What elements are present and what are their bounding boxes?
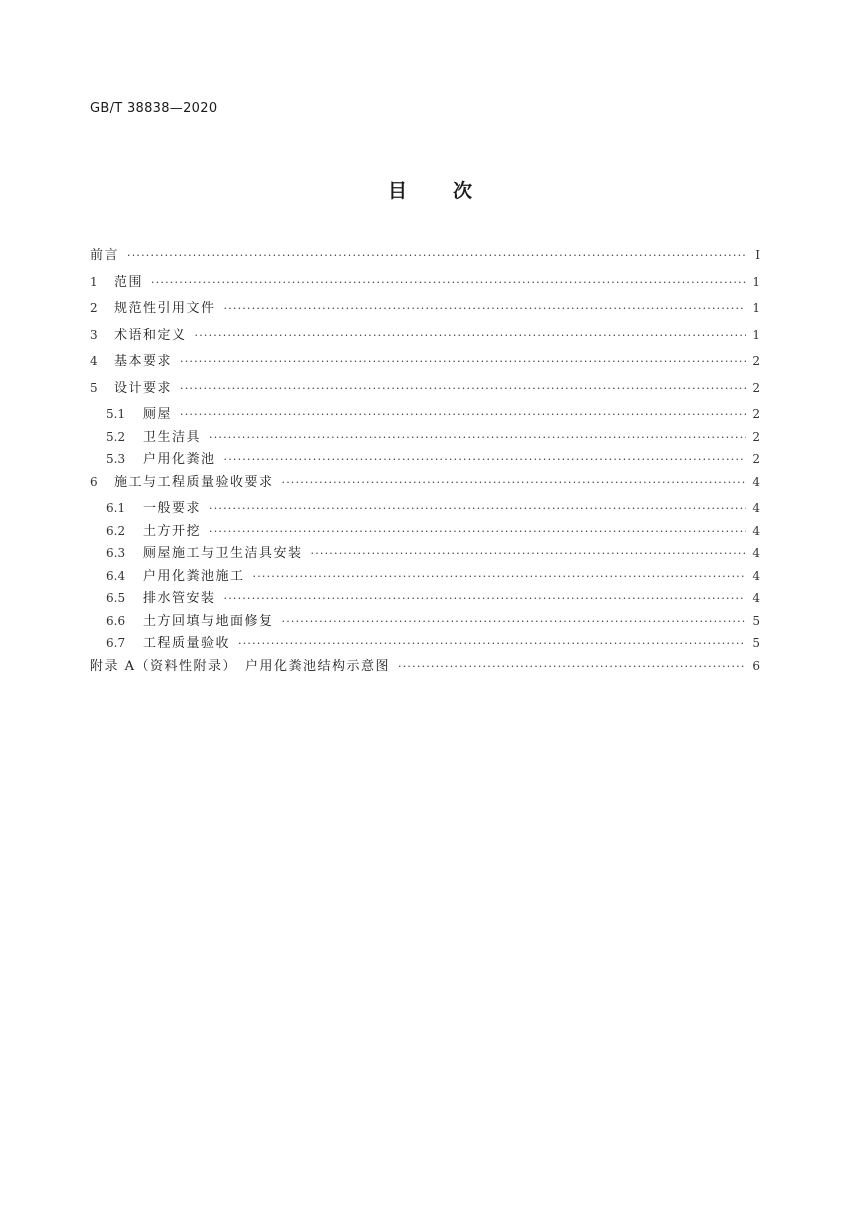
toc-entry-label: 附录 A（资料性附录） 户用化粪池结构示意图 <box>90 658 391 674</box>
toc-leader-dots <box>253 570 746 583</box>
toc-leader-dots <box>224 453 746 466</box>
toc-entry-number: 5 <box>90 380 98 395</box>
toc-leader-dots <box>180 355 746 368</box>
toc-entry-5[interactable] <box>90 377 760 404</box>
toc-entry-page: 4 <box>752 568 760 583</box>
toc-entry-label: 规范性引用文件 <box>114 301 216 316</box>
toc-entry-6-3[interactable] <box>90 542 760 565</box>
toc-entry-page: 5 <box>752 636 760 650</box>
toc-entry-number: 5.2 <box>106 429 126 444</box>
toc-entry-page: 6 <box>752 658 760 673</box>
toc-entry-page: 2 <box>752 354 760 368</box>
toc-entry-2[interactable] <box>90 297 760 324</box>
toc-entry-number: 6 <box>90 474 98 489</box>
toc-entry-label: 排水管安装 <box>143 591 216 606</box>
toc-entry-label: 工程质量验收 <box>143 636 231 651</box>
toc-leader-dots <box>282 615 746 628</box>
toc-entry-6-2[interactable] <box>90 520 760 543</box>
toc-entry-label: 土方回填与地面修复 <box>143 613 274 629</box>
toc-leader-dots <box>209 502 746 515</box>
toc-entry-page: Ⅰ <box>755 248 760 262</box>
toc-entry-label: 一般要求 <box>143 501 202 516</box>
toc-entry-page: 1 <box>752 327 760 342</box>
toc-title: 目次 <box>387 180 518 202</box>
toc-entry-appendix-a[interactable] <box>90 655 760 678</box>
toc-entry-5-1[interactable] <box>90 403 760 426</box>
toc-entry-6-7[interactable] <box>90 632 760 655</box>
toc-entry-number: 2 <box>90 301 98 315</box>
toc-entry-number: 6.4 <box>106 568 126 583</box>
toc-entry-page: 2 <box>752 452 760 466</box>
toc-entry-label: 范围 <box>114 274 144 290</box>
toc-entry-5-2[interactable] <box>90 426 760 449</box>
toc-leader-dots <box>180 382 746 395</box>
toc-entry-page: 1 <box>752 301 760 315</box>
toc-entry-label: 前言 <box>90 248 120 263</box>
toc-entry-page: 4 <box>752 591 760 605</box>
toc-entry-label: 卫生洁具 <box>143 429 202 445</box>
toc-entry-page: 5 <box>752 613 760 628</box>
toc-entry-number: 6.6 <box>106 613 126 628</box>
toc-leader-dots <box>282 476 746 489</box>
toc-entry-label: 术语和定义 <box>114 327 187 343</box>
toc-entry-page: 2 <box>752 407 760 421</box>
toc-entry-label: 户用化粪池 <box>143 452 216 467</box>
toc-entry-number: 5.3 <box>106 452 126 466</box>
toc-entry-number: 6.1 <box>106 501 126 515</box>
toc-entry-5-3[interactable] <box>90 448 760 471</box>
toc-entry-preface[interactable] <box>90 244 760 271</box>
toc-entry-page: 4 <box>752 546 760 560</box>
toc-entry-number: 3 <box>90 327 98 342</box>
toc-entry-6-1[interactable] <box>90 497 760 520</box>
toc-leader-dots <box>224 592 746 605</box>
toc-entry-6-5[interactable] <box>90 587 760 610</box>
standard-code: GB/T 38838—2020 <box>90 101 218 116</box>
toc-entry-page: 4 <box>752 523 760 538</box>
toc-leader-dots <box>180 408 746 421</box>
toc-leader-dots <box>127 249 746 262</box>
toc-entry-6[interactable] <box>90 471 760 498</box>
toc-entry-number: 6.3 <box>106 546 126 560</box>
table-of-contents <box>90 244 760 677</box>
toc-entry-page: 4 <box>752 474 760 489</box>
toc-entry-4[interactable] <box>90 350 760 377</box>
toc-entry-number: 5.1 <box>106 407 126 421</box>
toc-entry-label: 土方开挖 <box>143 523 202 539</box>
toc-entry-label: 厕屋 <box>143 407 173 422</box>
toc-leader-dots <box>398 660 746 673</box>
toc-leader-dots <box>151 276 746 289</box>
toc-entry-6-4[interactable] <box>90 565 760 588</box>
toc-leader-dots <box>311 547 746 560</box>
toc-entry-3[interactable] <box>90 324 760 351</box>
toc-entry-number: 1 <box>90 274 98 289</box>
toc-entry-number: 4 <box>90 354 98 368</box>
toc-entry-page: 2 <box>752 380 760 395</box>
toc-entry-6-6[interactable] <box>90 610 760 633</box>
toc-entry-1[interactable] <box>90 271 760 298</box>
toc-entry-label: 厕屋施工与卫生洁具安装 <box>143 546 303 561</box>
toc-entry-page: 2 <box>752 429 760 444</box>
toc-entry-page: 4 <box>752 501 760 515</box>
toc-entry-number: 6.5 <box>106 591 126 605</box>
toc-leader-dots <box>209 431 746 444</box>
toc-entry-page: 1 <box>752 274 760 289</box>
toc-entry-label: 设计要求 <box>114 380 173 396</box>
toc-leader-dots <box>209 525 746 538</box>
toc-entry-number: 6.7 <box>106 636 126 650</box>
toc-entry-label: 基本要求 <box>114 354 173 369</box>
toc-leader-dots <box>224 302 746 315</box>
toc-leader-dots <box>195 329 746 342</box>
toc-entry-label: 施工与工程质量验收要求 <box>114 474 274 490</box>
toc-entry-label: 户用化粪池施工 <box>143 568 245 584</box>
toc-leader-dots <box>238 637 746 650</box>
toc-entry-number: 6.2 <box>106 523 126 538</box>
